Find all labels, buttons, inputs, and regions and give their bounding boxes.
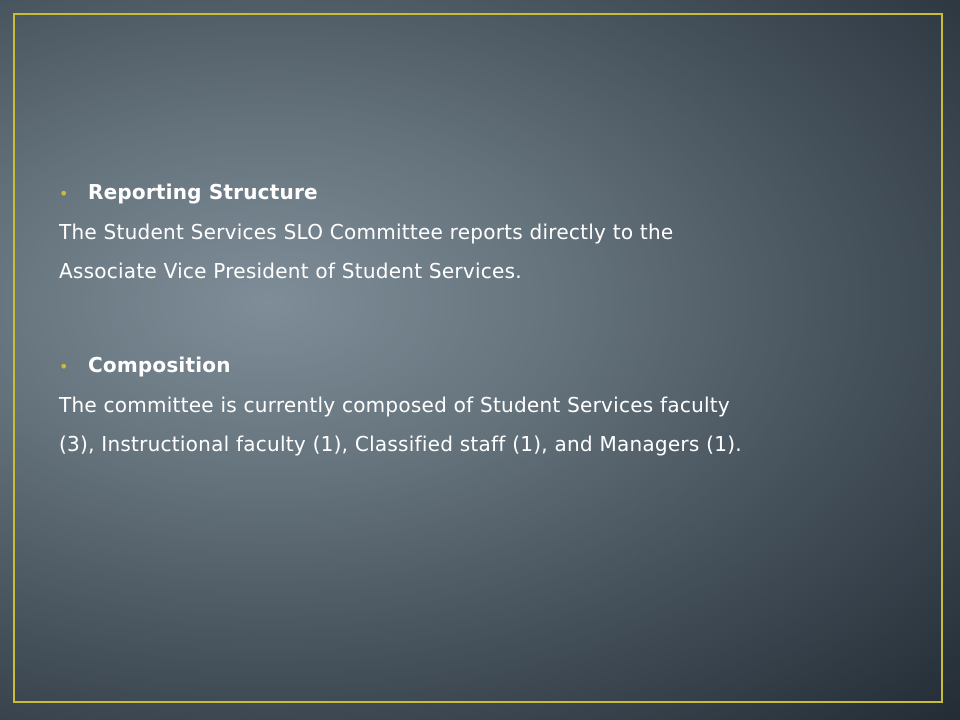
bullet-item xyxy=(59,353,919,377)
composition-section xyxy=(59,353,919,464)
section-body xyxy=(59,386,919,464)
body-line: Associate Vice President of Student Services. xyxy=(59,259,522,283)
section-heading: Reporting Structure xyxy=(88,180,318,204)
bullet-dot-icon: • xyxy=(59,184,69,203)
body-line: (3), Instructional faculty (1), Classified staff (1), and Managers (1). xyxy=(59,432,742,456)
slide-content xyxy=(59,180,919,464)
body-line: The Student Services SLO Committee reports directly to the xyxy=(59,220,674,244)
section-body xyxy=(59,213,919,291)
section-heading: Composition xyxy=(88,353,231,377)
reporting-structure-section xyxy=(59,180,919,291)
body-line: The committee is currently composed of Student Services faculty xyxy=(59,393,730,417)
bullet-item xyxy=(59,180,919,204)
bullet-dot-icon: • xyxy=(59,357,69,376)
